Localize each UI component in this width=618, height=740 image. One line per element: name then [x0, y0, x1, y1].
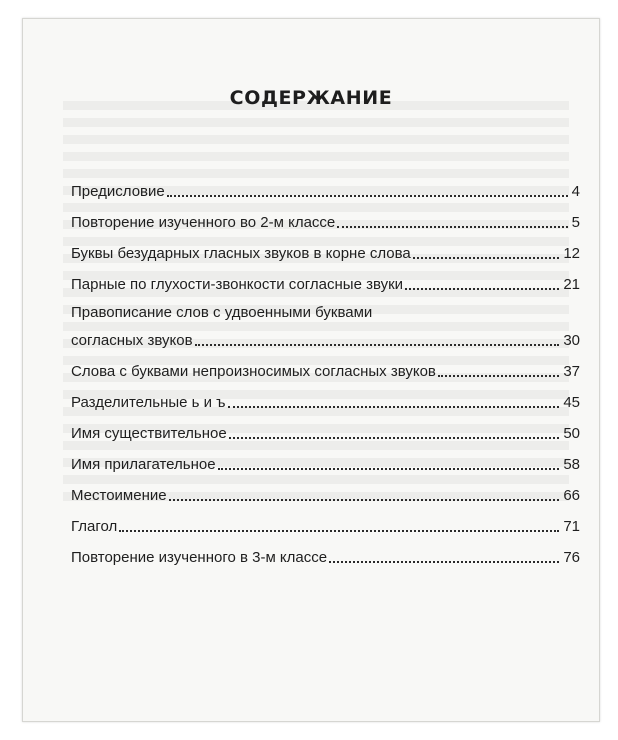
toc-entry-page: 58: [563, 456, 580, 473]
toc-entry: [71, 473, 580, 504]
dot-leader: [218, 468, 560, 470]
toc-entry-label: Правописание слов с удвоенными буквами: [71, 304, 373, 321]
table-of-contents: [71, 169, 580, 566]
toc-entry: [71, 231, 580, 262]
toc-entry: [71, 380, 580, 411]
toc-entry: [71, 200, 580, 231]
dot-leader: [169, 499, 560, 501]
toc-entry-label: Местоимение: [71, 487, 167, 504]
toc-entry-label: Предисловие: [71, 183, 165, 200]
toc-entry-label: Имя прилагательное: [71, 456, 216, 473]
dot-leader: [329, 561, 559, 563]
book-page: [22, 18, 600, 722]
toc-entry-label: Слова с буквами непроизносимых согласных звуков: [71, 363, 436, 380]
toc-entry: [71, 535, 580, 566]
dot-leader: [337, 226, 567, 228]
toc-entry-page: 4: [571, 183, 580, 200]
toc-entry-label-continued: согласных звуков: [71, 332, 193, 349]
toc-entry-page: 50: [563, 425, 580, 442]
toc-entry-label: Парные по глухости-звонкости согласные звуки: [71, 276, 404, 293]
dot-leader: [228, 406, 560, 408]
toc-entry: [71, 411, 580, 442]
toc-entry-page: 71: [563, 518, 580, 535]
toc-entry-label: Разделительные ь и ъ: [71, 394, 226, 411]
toc-entry-label: Глагол: [71, 518, 118, 535]
toc-entry: [71, 349, 580, 380]
toc-entry: [71, 442, 580, 473]
dot-leader: [438, 375, 559, 377]
toc-entry-page: 30: [563, 332, 580, 349]
page-title: СОДЕРЖАНИЕ: [229, 87, 393, 109]
toc-entry-label: Имя существительное: [71, 425, 227, 442]
dot-leader: [167, 195, 568, 197]
toc-entry-label: Буквы безударных гласных звуков в корне слова: [71, 245, 411, 262]
toc-entry-label: Повторение изученного в 3-м классе: [71, 549, 328, 566]
dot-leader: [229, 437, 560, 439]
toc-entry-label: Повторение изученного во 2-м классе: [71, 214, 336, 231]
toc-entry: [71, 504, 580, 535]
toc-entry-page: 21: [563, 276, 580, 293]
toc-entry: [71, 262, 580, 293]
toc-entry-page: 37: [563, 363, 580, 380]
toc-entry-page: 66: [563, 487, 580, 504]
dot-leader: [413, 257, 560, 259]
dot-leader: [195, 344, 560, 346]
toc-entry-page: 45: [563, 394, 580, 411]
toc-entry-page: 76: [563, 549, 580, 566]
toc-entry-page: 12: [563, 245, 580, 262]
dot-leader: [119, 530, 559, 532]
dot-leader: [405, 288, 559, 290]
toc-entry: [71, 293, 580, 349]
toc-entry: [71, 169, 580, 200]
toc-entry-page: 5: [571, 214, 580, 231]
